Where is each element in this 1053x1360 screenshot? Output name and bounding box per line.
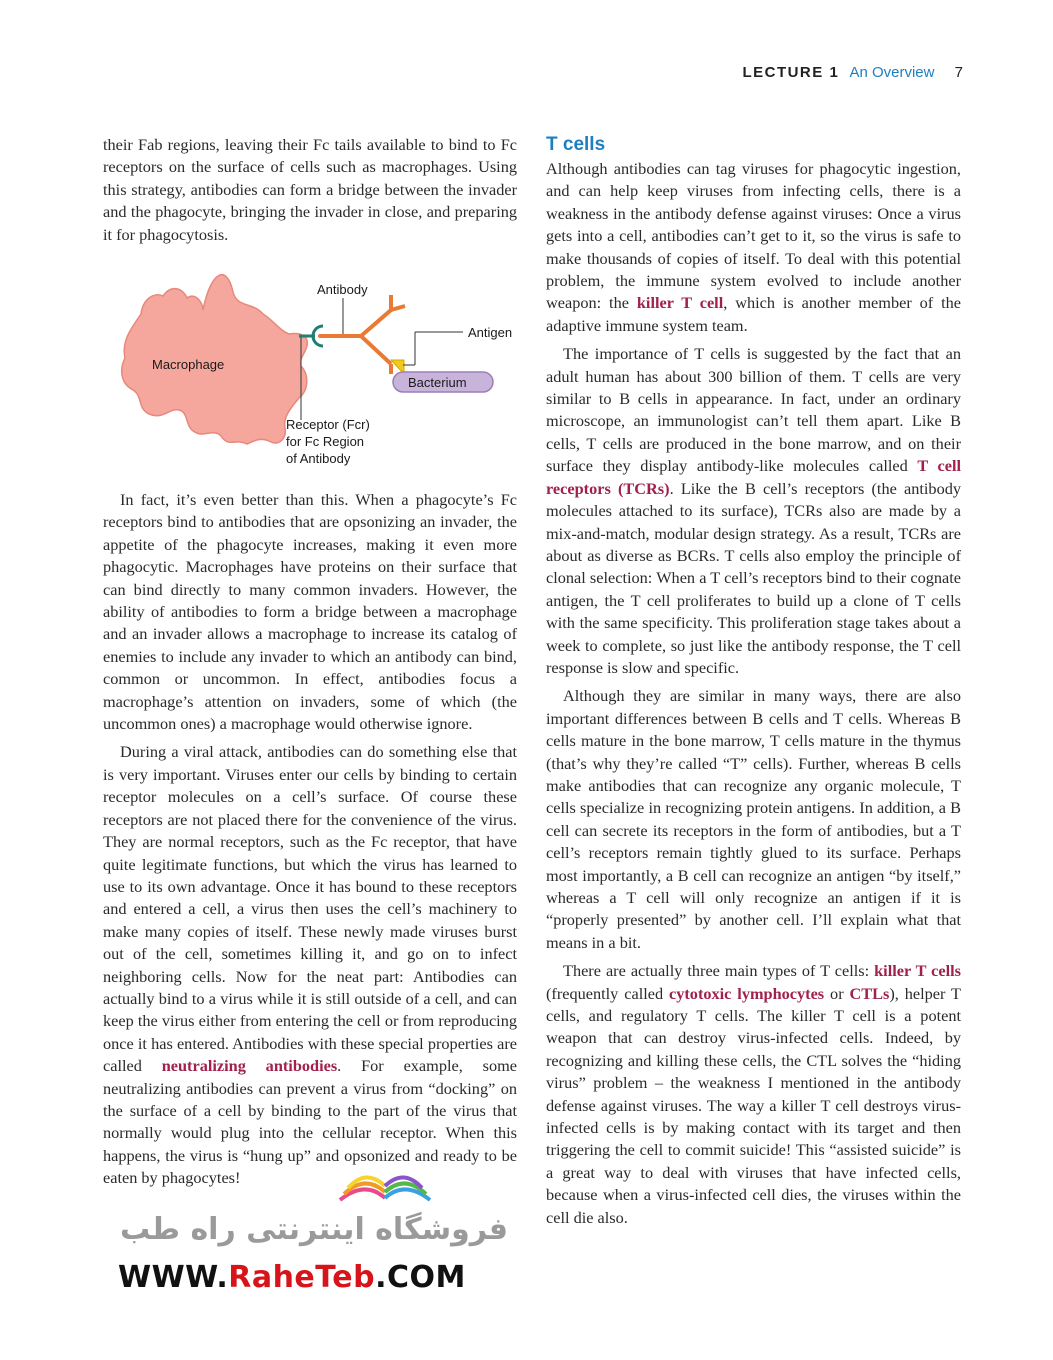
- antibody-arm-upper: [361, 310, 391, 336]
- key-term: killer T cells: [874, 961, 961, 981]
- watermark-persian-text: فروشگاه اینترنتی راه طب: [120, 1212, 509, 1247]
- url-suffix: .COM: [375, 1260, 466, 1295]
- macrophage-label: Macrophage: [152, 357, 225, 372]
- right-column: [546, 134, 961, 1235]
- text-run: During a viral attack, antibodies can do something else that is very important. Viruses enter our cells by binding to certain receptor molecules on a cell’s surface. Of course these receptors are not placed there for the convenience of the virus. They are normal receptors, such as the Fc receptor, that have quite legitimate functions, but which the virus has learned to use to its own advantage. Once it has bound to these receptors and entered a cell, a virus then uses the cell’s machinery to make many copies of itself. These newly made viruses burst out of the cell, sometimes killing it, and go on to infect neighboring cells. Now for the neat part: Antibodies can actually bind to a virus while it is still outside of a cell, and can keep the virus either from entering the cell or from reproducing once it has entered. Antibodies with these special properties are called: [103, 742, 517, 1076]
- left-column-bottom: [103, 489, 517, 1196]
- receptor-label-2: for Fc Region: [286, 434, 365, 449]
- watermark-url: [118, 1260, 466, 1295]
- key-term: CTLs: [849, 983, 890, 1003]
- book-logo-icon: [330, 1160, 440, 1210]
- paragraph: [546, 343, 961, 679]
- antibody-label: Antibody: [317, 282, 368, 297]
- paragraph: Although they are similar in many ways, there are also important differences between B cells and T cells. Whereas B cells mature in the bone marrow, T cells mature in the thymus (that’s why they’re called “T” cells). Further, whereas B cells make antibodies that can recognize any organic molecule, T cells specialize in recognizing protein antigens. In addition, a B cell can secrete its receptors in the form of antibodies, but a T cell’s receptors remain tightly glued to its surface. Perhaps most importantly, a B cell can recognize an antigen “by itself,” whereas a T cell will only recognize an antigen if it is “properly presented” by another cell. I’ll explain what that means in a bit.: [546, 686, 961, 952]
- bacterium-label: Bacterium: [408, 375, 467, 390]
- text-run: or: [824, 983, 850, 1003]
- paragraph: [103, 741, 517, 1189]
- antibody-arm-lower: [361, 336, 391, 364]
- text-run: . Like the B cell’s receptors (the antibody molecules attached to its surface), TCRs also are made by a mix-and-match, modular design strategy. As a result, TCRs are about as diverse as BCRs. T cells also employ the principle of clonal selection: When a T cell’s receptors bind to their cognate antigen, the T cell proliferates to build up a clone of T cells with the same specificity. This proliferation stage takes about a week to complete, so just like the antibody response, the T cell response is slow and specific.: [546, 478, 961, 677]
- receptor-label-3: of Antibody: [286, 451, 351, 466]
- receptor-label-1: Receptor (Fcr): [286, 417, 370, 432]
- paragraph: their Fab regions, leaving their Fc tails available to bind to Fc receptors on the surface of cells such as macrophages. Using this strategy, antibodies can form a bridge between the invader and the phagocyte, bringing the invader in close, and preparing it for phagocytosis.: [103, 135, 517, 244]
- section-title: T cells: [546, 134, 606, 155]
- key-term: neutralizing antibodies: [161, 1056, 338, 1076]
- text-run: , which is another member of the adaptive immune system team.: [546, 293, 961, 335]
- paragraph: In fact, it’s even better than this. When a phagocyte’s Fc receptors bind to antibodies that are opsonizing an invader, the appetite of the phagocyte increases, making it even more phagocytic. Macrophages have proteins on their surface that can bind directly to many common invaders. However, the ability of antibodies to form a bridge between a macrophage and an invader allows a macrophage to increase its catalog of enemies to include any invader to which an antibody can bind, common or uncommon. In effect, antibodies focus a macrophage’s attention on invaders, some of which (the uncommon ones) a macrophage would otherwise ignore.: [103, 490, 517, 734]
- key-term: killer T cell: [636, 293, 724, 313]
- text-run: . For example, some neutralizing antibodies can prevent a virus from “docking” on the surface of a cell by binding to the part of the virus that normally would plug into the cellular receptor. When this happens, the virus is “hung up” and opsonized and ready to be eaten by phagocytes!: [103, 1056, 517, 1188]
- page-number: 7: [954, 64, 963, 81]
- section-label: An Overview: [849, 64, 935, 81]
- key-term: cytotoxic lymphocytes: [669, 983, 825, 1003]
- antibody-tip-upper-b: [391, 306, 405, 310]
- key-term: T cell receptors (TCRs): [546, 456, 962, 498]
- url-brand: RaheTeb: [228, 1260, 376, 1295]
- text-run: ), helper T cells, and regulatory T cells. The killer T cell is a potent weapon that can destroy virus-infected cells. Indeed, by recognizing and killing these cells, the CTL solves the “hiding virus” problem – the weakness I mentioned in the antibody defense against viruses. The way a killer T cell destroys virus-infected cells is by making contact with its target and then triggering the cell to commit suicide! This “assisted suicide” is a great way to deal with viruses that have infected cells, because when a virus-infected cell dies, the viruses within the cell die also.: [546, 983, 962, 1227]
- text-run: (frequently called: [546, 983, 670, 1003]
- paragraph: [546, 158, 961, 337]
- text-run: There are actually three main types of T cells:: [563, 961, 875, 981]
- text-run: Although antibodies can tag viruses for phagocytic ingestion, and can help keep viruses from infecting cells, there is a weakness in the antibody defense against viruses: Once a virus gets into a cell, antibodies can’t get to it, so the virus is safe to make thousands of copies of itself. To deal with this potential problem, the immune system evolved to include another weapon: the: [546, 159, 961, 313]
- antigen-label: Antigen: [468, 325, 513, 340]
- url-prefix: WWW.: [118, 1260, 229, 1295]
- running-header: [742, 64, 963, 81]
- text-run: The importance of T cells is suggested by the fact that an adult human has about 300 billion of them. T cells are very similar to B cells in appearance. In fact, under an ordinary microscope, an immunologist can’t tell them apart. Like B cells, T cells are produced in the bone marrow, and on their surface they display antibody-like molecules called: [546, 344, 961, 476]
- macrophage-antibody-figure: [103, 262, 523, 474]
- lecture-label: LECTURE 1: [742, 64, 840, 81]
- left-column-top: [103, 134, 517, 252]
- paragraph: [546, 960, 961, 1229]
